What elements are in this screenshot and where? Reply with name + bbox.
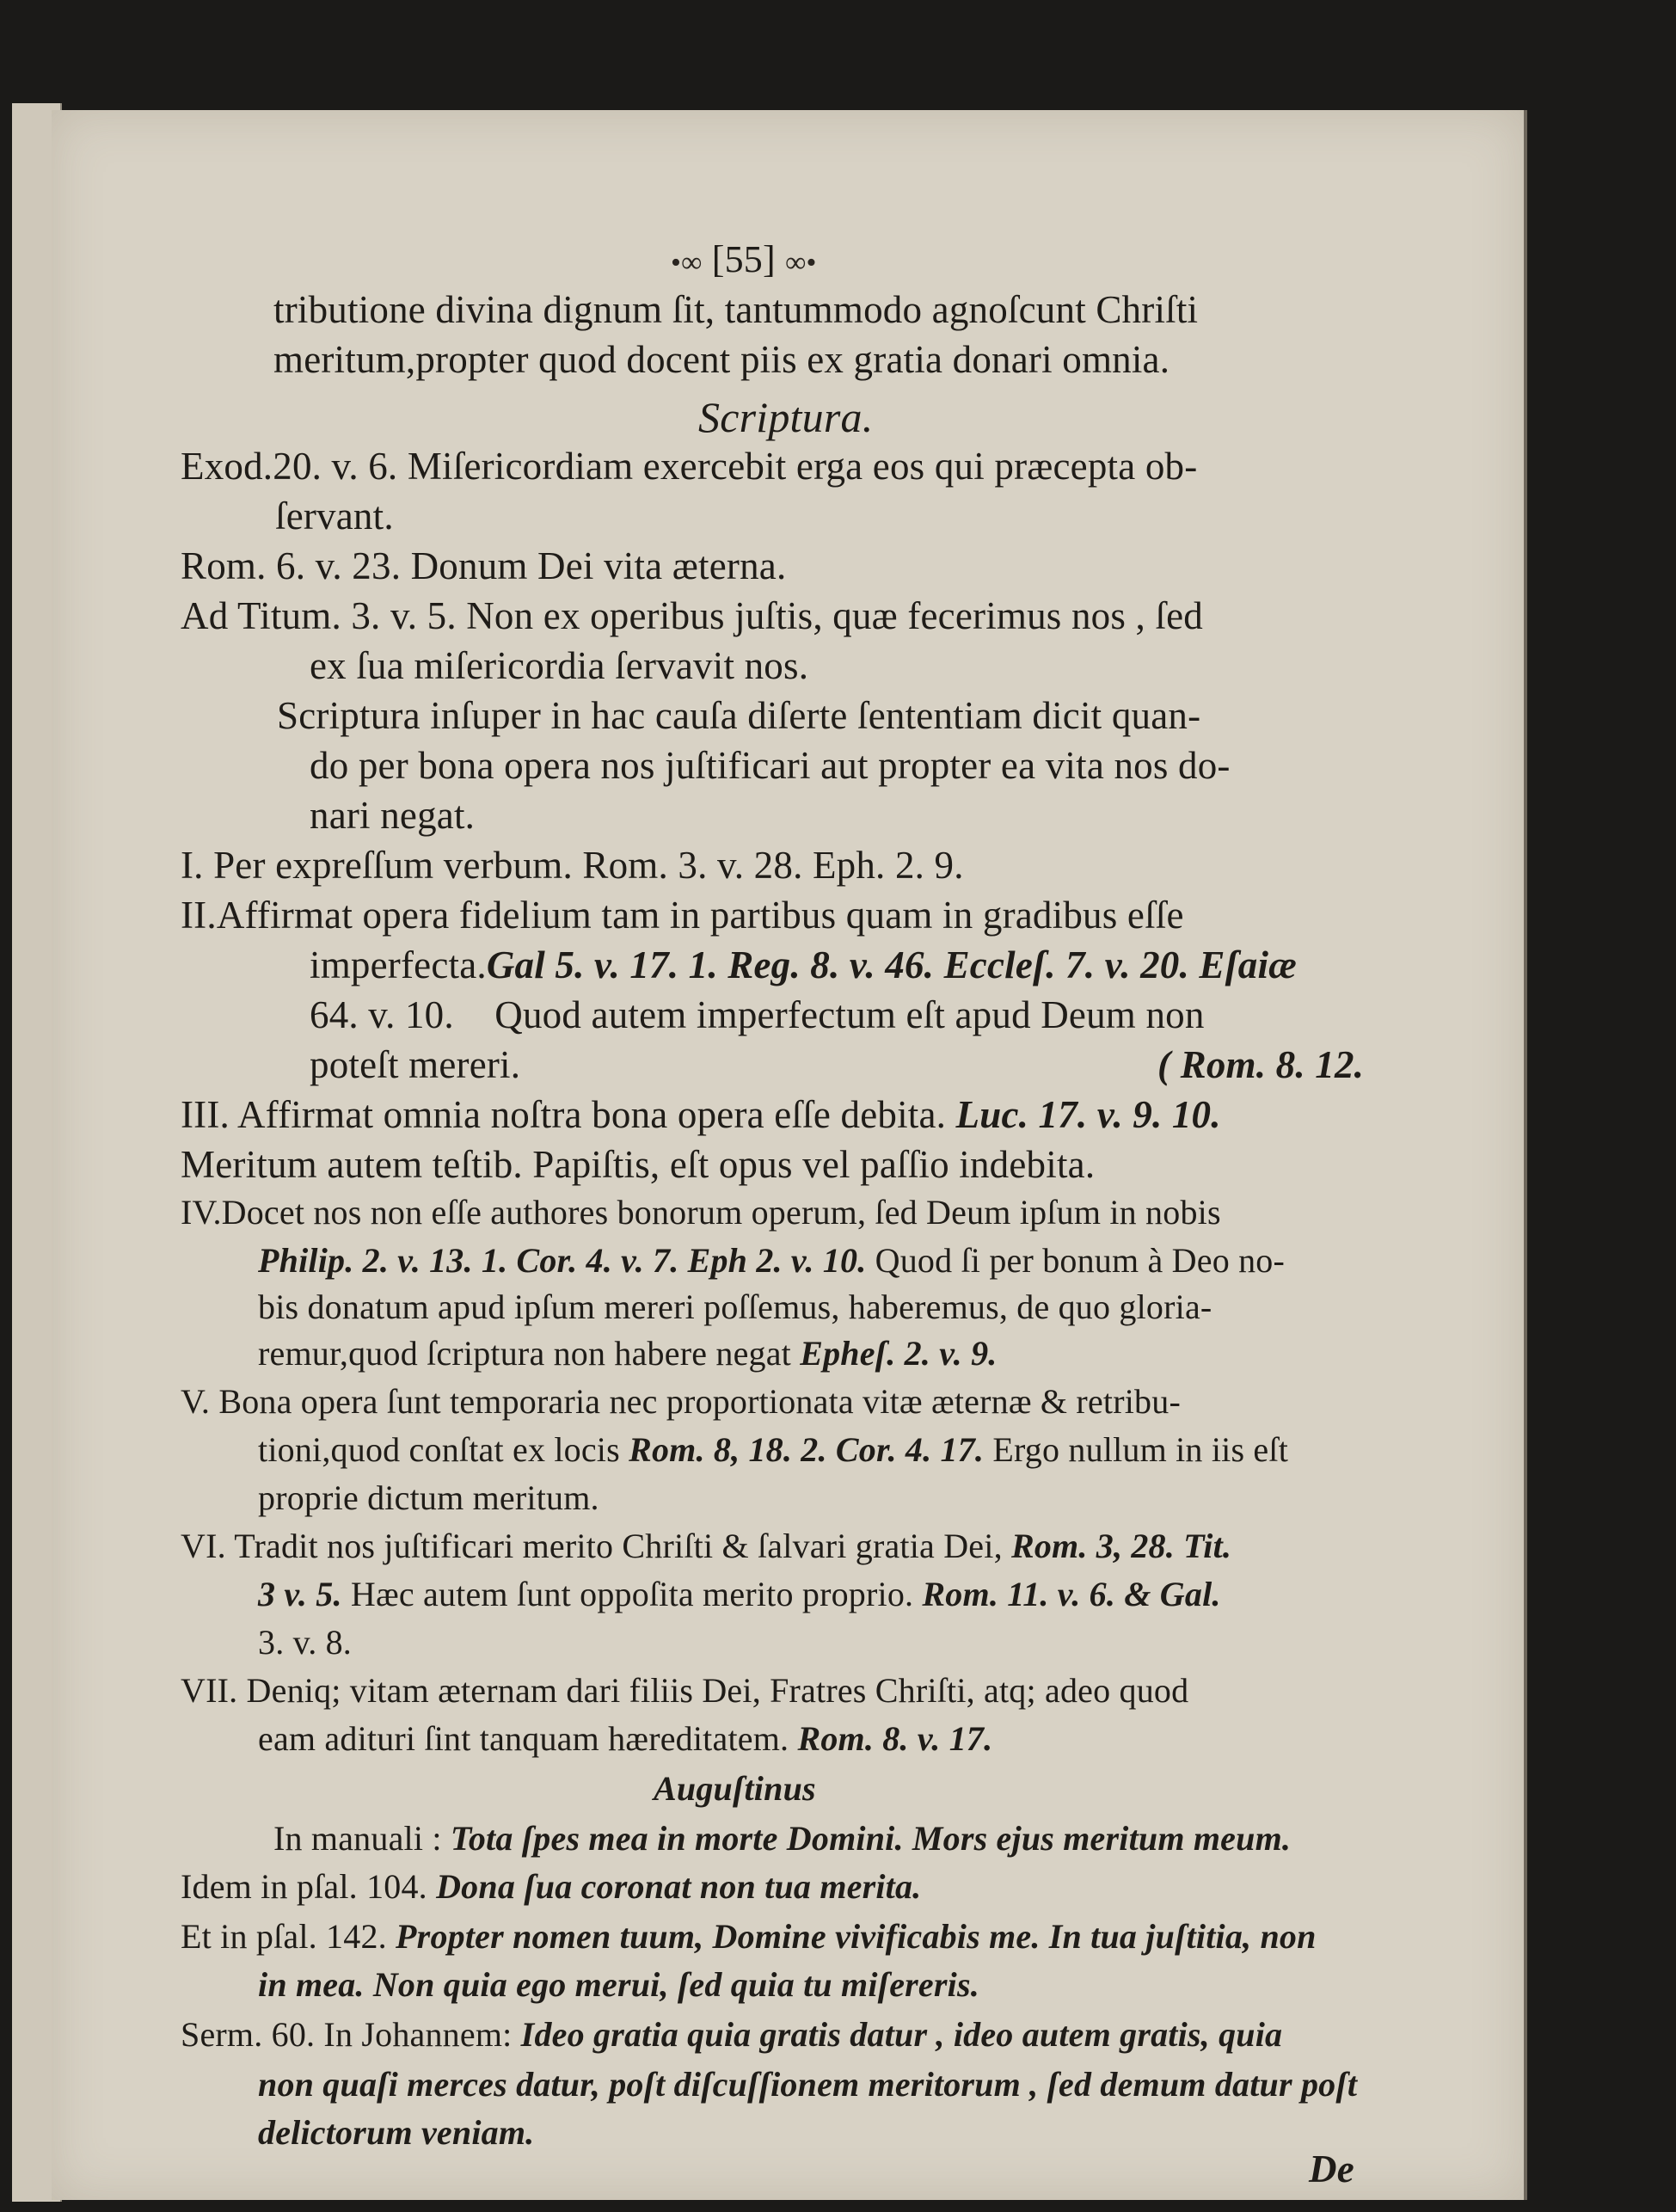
text-line: 3 v. 5. Hæc autem ſunt oppoſita merito proprio. Rom. 11. v. 6. & Gal. <box>258 1575 1221 1613</box>
text-line: Scriptura inſuper in hac cauſa diſerte ſententiam dicit quan- <box>277 694 1201 737</box>
quote: Dona ſua coronat non tua merita. <box>436 1867 922 1906</box>
text-line: imperfecta.Gal 5. v. 17. 1. Reg. 8. v. 46. Eccleſ. 7. v. 20. Eſaiæ <box>310 943 1297 986</box>
text-line: do per bona opera nos juſtificari aut propter ea vita nos do- <box>310 744 1231 787</box>
text-line: bis donatum apud ipſum mereri poſſemus, haberemus, de quo gloria- <box>258 1287 1212 1326</box>
text-line: IV.Docet nos non eſſe authores bonorum operum, ſed Deum ipſum in nobis <box>181 1193 1221 1232</box>
quote: Propter nomen tuum, Domine vivificabis me. In tua juſtitia, non <box>396 1917 1317 1956</box>
text-line: Serm. 60. In Johannem: Ideo gratia quia gratis datur , ideo autem gratis, quia <box>181 2015 1283 2054</box>
text-line: nari negat. <box>310 794 476 837</box>
quote: Miſericordiam exercebit erga eos qui præcepta ob- <box>407 445 1198 488</box>
page-number: [55] <box>711 238 776 280</box>
citation: Rom. 8. v. 17. <box>797 1719 993 1758</box>
quote: Tota ſpes mea in morte Domini. Mors ejus meritum meum. <box>450 1819 1292 1858</box>
citation: Epheſ. 2. v. 9. <box>800 1334 998 1373</box>
text-line: poteſt mereri. <box>310 1043 521 1086</box>
text-line: Meritum autem teſtib. Papiſtis, eſt opus vel paſſio indebita. <box>181 1143 1096 1186</box>
page-text <box>52 110 1524 2200</box>
text-line: tioni,quod conſtat ex locis Rom. 8, 18. 2. Cor. 4. 17. Ergo nullum in iis eſt <box>258 1430 1289 1469</box>
citation: Rom. 3, 28. Tit. <box>1010 1527 1232 1565</box>
section-heading: Scriptura. <box>698 393 874 441</box>
section-heading: Auguſtinus <box>654 1769 816 1808</box>
text-line: delictorum veniam. <box>258 2113 535 2152</box>
citation: ( Rom. 8. 12. <box>1157 1043 1365 1086</box>
text-line: ex ſua miſericordia ſervavit nos. <box>310 644 809 687</box>
text-line: in mea. Non quia ego merui, ſed quia tu miſereris. <box>258 1965 979 2004</box>
text-line <box>181 594 1204 637</box>
ornament-right: ∞• <box>785 247 817 279</box>
citation: Luc. 17. v. 9. 10. <box>955 1093 1221 1136</box>
text-line: I. Per expreſſum verbum. Rom. 3. v. 28. Eph. 2. 9. <box>181 844 964 887</box>
text-line: Et in pſal. 142. Propter nomen tuum, Domine vivificabis me. In tua juſtitia, non <box>181 1917 1317 1956</box>
text-line: Rom. 6. v. 23. Donum Dei vita æterna. <box>181 544 787 587</box>
citation: Rom. 8, 18. 2. Cor. 4. 17. <box>629 1430 985 1469</box>
citation: 64. v. 10. <box>310 993 454 1036</box>
catchword: De <box>1309 2147 1354 2190</box>
quote: Non ex operibus juſtis, quæ fecerimus nos , ſed <box>466 594 1204 637</box>
text-line: 64. v. 10. Quod autem imperfectum eſt apud Deum non <box>310 993 1205 1036</box>
citation: Gal 5. v. 17. 1. Reg. 8. v. 46. Eccleſ. 7. v. 20. Eſaiæ <box>486 943 1297 986</box>
text-line: III. Affirmat omnia noſtra bona opera eſſe debita. Luc. 17. v. 9. 10. <box>181 1093 1221 1136</box>
page-header <box>671 238 817 280</box>
citation: Philip. 2. v. 13. 1. Cor. 4. v. 7. Eph 2. v. 10. <box>258 1241 867 1280</box>
reference: Exod.20. v. 6. <box>181 445 398 488</box>
text-line: Idem in pſal. 104. Dona ſua coronat non tua merita. <box>181 1867 922 1906</box>
text-line: In manuali : Tota ſpes mea in morte Domini. Mors ejus meritum meum. <box>273 1819 1292 1858</box>
text-line: proprie dictum meritum. <box>258 1478 599 1517</box>
text-line: VI. Tradit nos juſtificari merito Chriſti & ſalvari gratia Dei, Rom. 3, 28. Tit. <box>181 1527 1232 1565</box>
text-line: non quaſi merces datur, poſt diſcuſſionem meritorum , ſed demum datur poſt <box>258 2065 1358 2104</box>
ornament-left: •∞ <box>671 247 703 279</box>
text-line: ſervant. <box>275 495 394 538</box>
reference: Ad Titum. 3. v. 5. <box>181 594 457 637</box>
text-line: meritum,propter quod docent piis ex gratia donari omnia. <box>273 338 1170 381</box>
text-line: 3. v. 8. <box>258 1623 353 1662</box>
text-line: VII. Deniq; vitam æternam dari filiis Dei, Fratres Chriſti, atq; adeo quod <box>181 1671 1189 1710</box>
text-line: V. Bona opera ſunt temporaria nec proportionata vitæ æternæ & retribu- <box>181 1382 1181 1421</box>
text-line: eam adituri ſint tanquam hæreditatem. Rom. 8. v. 17. <box>258 1719 993 1758</box>
text-line: tributione divina dignum ſit, tantummodo agnoſcunt Chriſti <box>273 288 1199 331</box>
quote: Ideo gratia quia gratis datur , ideo autem gratis, quia <box>520 2015 1283 2054</box>
text-line: Philip. 2. v. 13. 1. Cor. 4. v. 7. Eph 2. v. 10. Quod ſi per bonum à Deo no- <box>258 1241 1286 1280</box>
text-line: II.Affirmat opera fidelium tam in partibus quam in gradibus eſſe <box>181 894 1184 937</box>
text-line <box>181 447 1197 486</box>
citation: Rom. 11. v. 6. & Gal. <box>922 1575 1221 1613</box>
text-line: remur,quod ſcriptura non habere negat Epheſ. 2. v. 9. <box>258 1334 998 1373</box>
citation: 3 v. 5. <box>258 1575 342 1613</box>
book-page <box>52 110 1527 2200</box>
